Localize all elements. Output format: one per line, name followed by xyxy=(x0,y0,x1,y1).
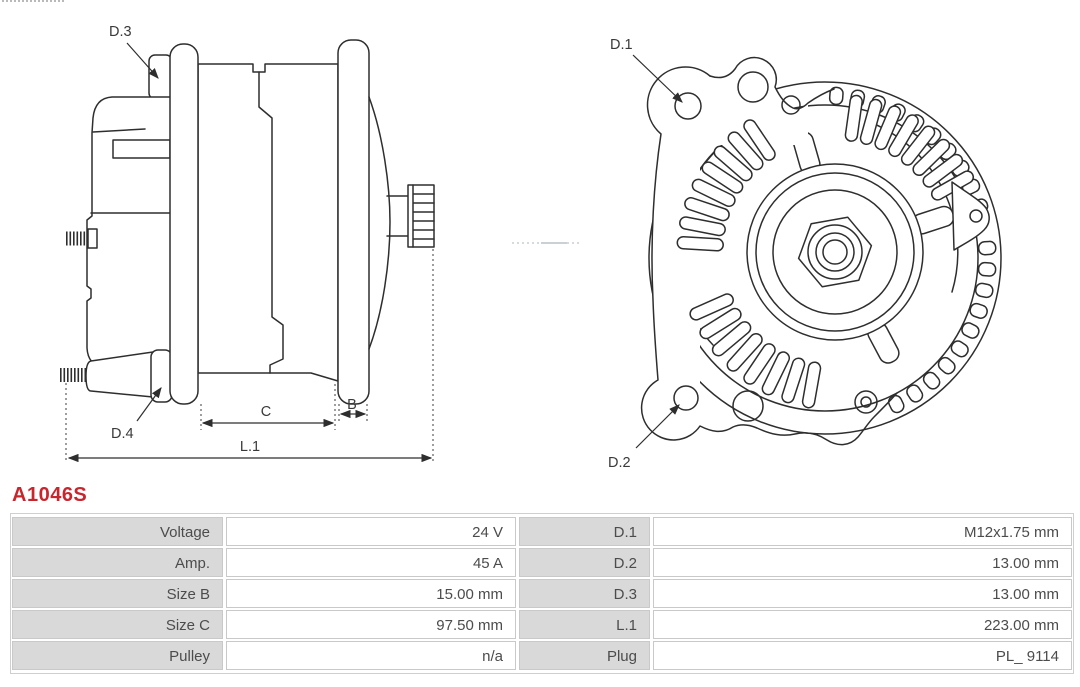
mounting-ear-front xyxy=(170,44,198,404)
front-face xyxy=(369,97,390,349)
spec-value: 13.00 mm xyxy=(653,548,1072,577)
dim-label-d1: D.1 xyxy=(610,37,633,53)
spec-value: M12x1.75 mm xyxy=(653,517,1072,546)
bottom-mount-boss xyxy=(855,391,877,413)
spec-value: n/a xyxy=(226,641,516,670)
table-row xyxy=(12,517,1072,546)
spec-label: D.1 xyxy=(519,517,650,546)
spec-value: 24 V xyxy=(226,517,516,546)
rear-lug xyxy=(149,55,172,99)
spec-label: Amp. xyxy=(12,548,223,577)
rear-housing xyxy=(87,97,172,367)
table-row xyxy=(12,548,1072,577)
lower-ear xyxy=(151,350,172,402)
spec-value: PL_ 9114 xyxy=(653,641,1072,670)
spec-table xyxy=(10,513,1074,674)
dim-label-d2: D.2 xyxy=(608,455,631,471)
table-row xyxy=(12,610,1072,639)
spec-label: Pulley xyxy=(12,641,223,670)
part-number-title: A1046S xyxy=(12,484,88,506)
dim-label-l1: L.1 xyxy=(239,439,261,455)
dim-label-b: B xyxy=(347,397,357,413)
mounting-ear-rear xyxy=(338,40,369,404)
spec-label: Voltage xyxy=(12,517,223,546)
dim-label-d3: D.3 xyxy=(109,24,132,40)
dim-label-d4: D.4 xyxy=(111,426,134,442)
side-view-drawing xyxy=(60,24,434,463)
table-row xyxy=(12,641,1072,670)
dim-label-c: C xyxy=(260,404,272,420)
spec-label: Size C xyxy=(12,610,223,639)
spec-value: 45 A xyxy=(226,548,516,577)
spec-label: L.1 xyxy=(519,610,650,639)
spec-label: Plug xyxy=(519,641,650,670)
table-row xyxy=(12,579,1072,608)
spec-value: 13.00 mm xyxy=(653,579,1072,608)
spec-label: Size B xyxy=(12,579,223,608)
spec-value: 97.50 mm xyxy=(226,610,516,639)
stator-body xyxy=(198,64,338,381)
front-view-drawing xyxy=(608,37,1001,471)
spec-label: D.2 xyxy=(519,548,650,577)
spec-value: 223.00 mm xyxy=(653,610,1072,639)
spec-value: 15.00 mm xyxy=(226,579,516,608)
shaft-bore xyxy=(823,240,847,264)
spec-label: D.3 xyxy=(519,579,650,608)
